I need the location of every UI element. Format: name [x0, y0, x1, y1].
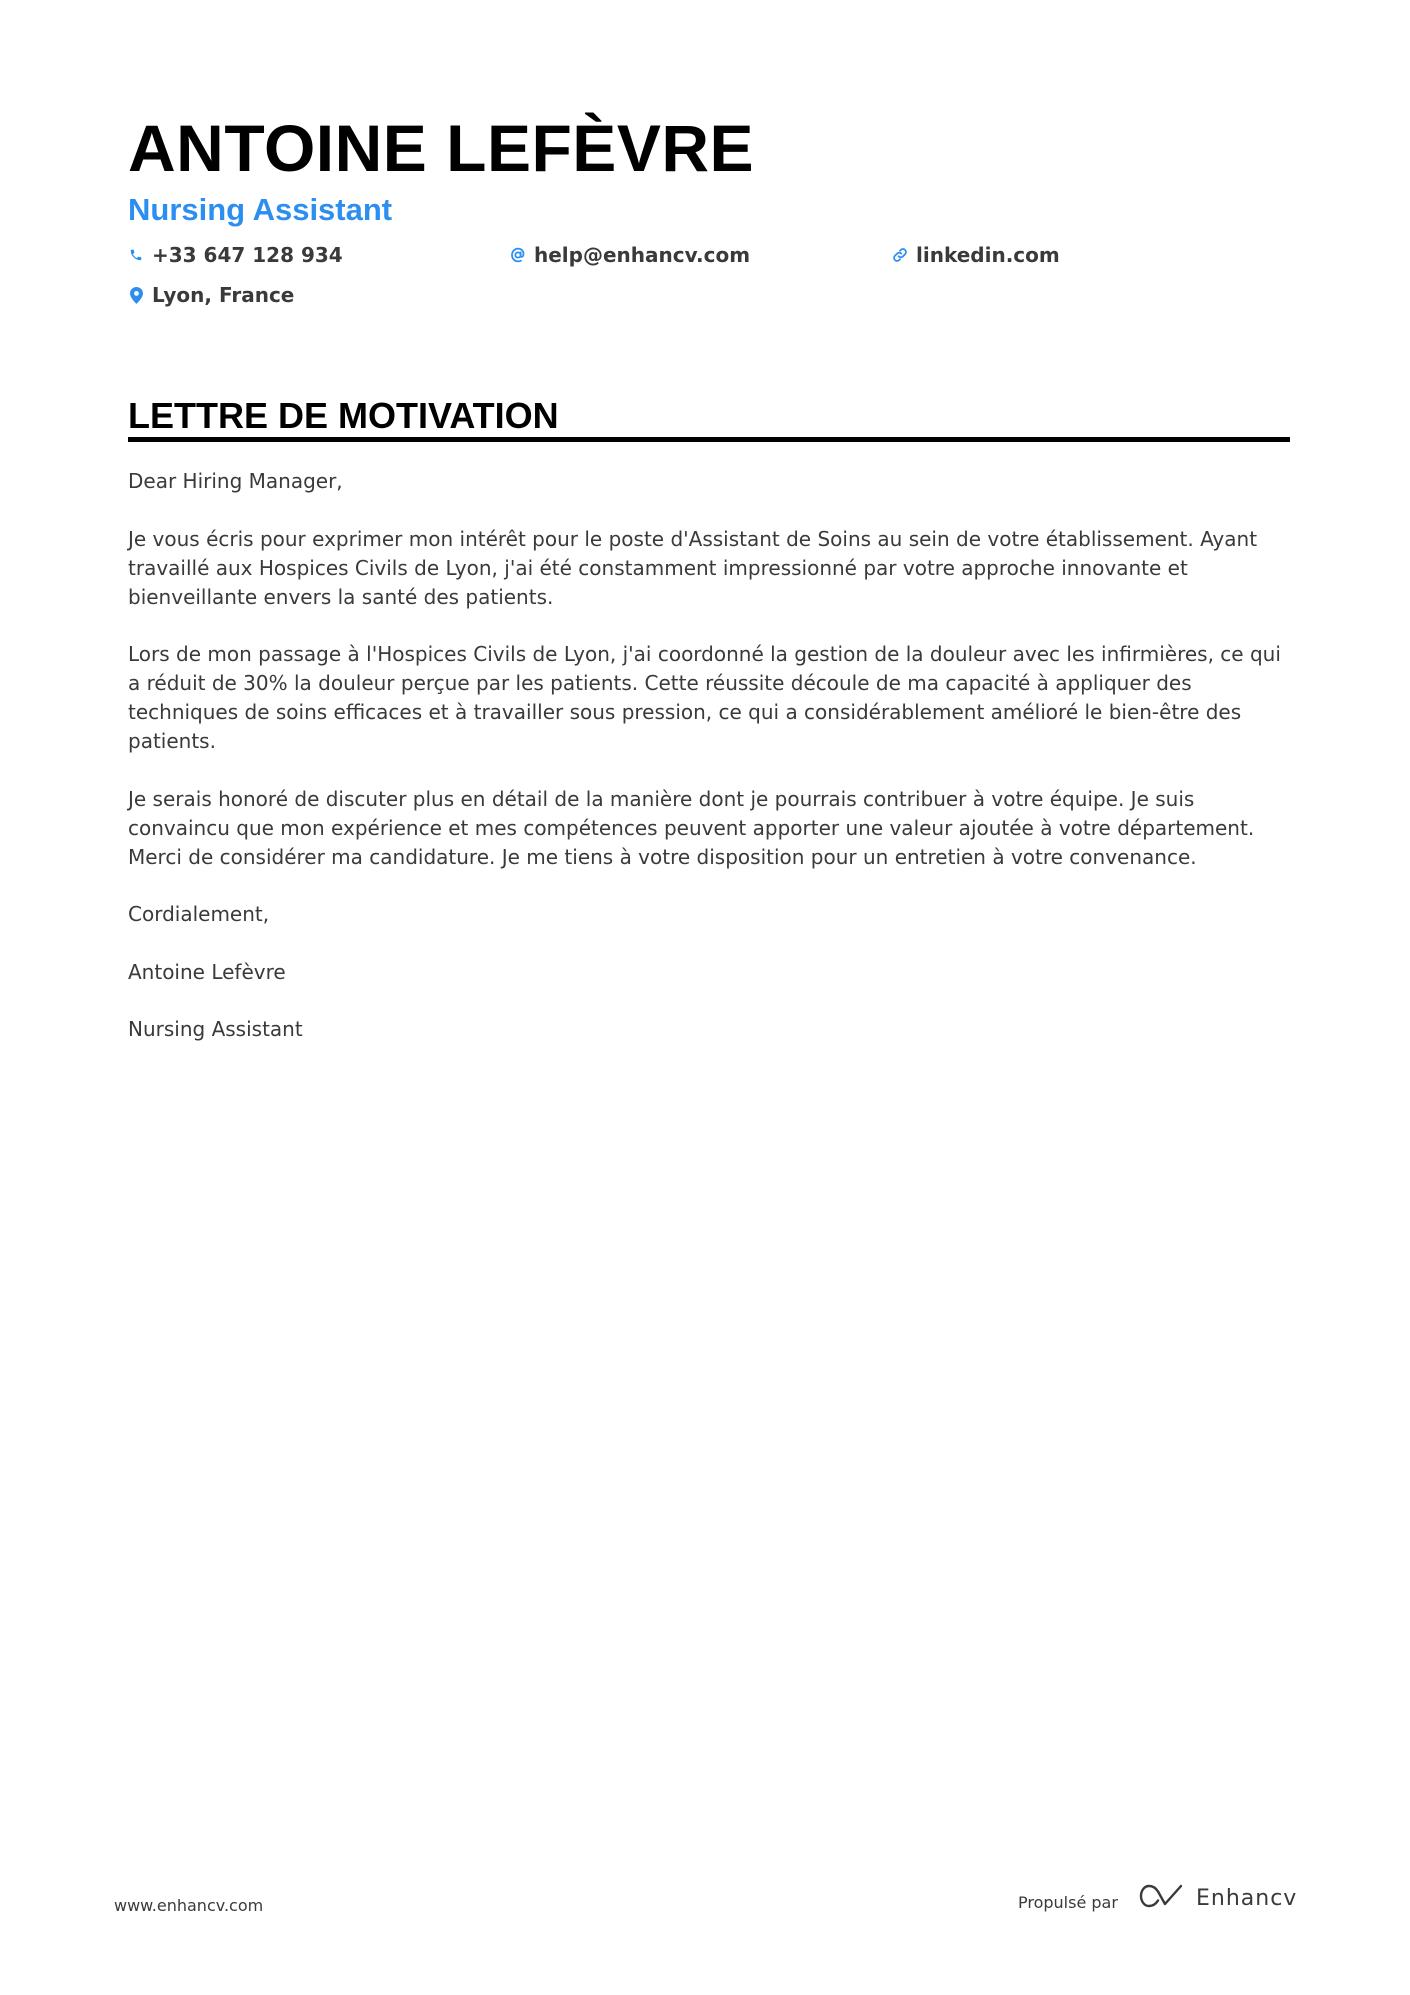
phone-icon: [128, 246, 144, 264]
contact-linkedin[interactable]: [892, 241, 1060, 269]
location-text: Lyon, France: [152, 283, 295, 307]
linkedin-text: linkedin.com: [916, 243, 1060, 267]
brand-name: Enhancv: [1196, 1885, 1298, 1911]
phone-text: +33 647 128 934: [152, 243, 343, 267]
brand-logo[interactable]: [1138, 1883, 1297, 1914]
candidate-role: Nursing Assistant: [128, 192, 393, 227]
letter-body: [128, 467, 1292, 1073]
section-title: LETTRE DE MOTIVATION: [128, 395, 559, 436]
candidate-name: ANTOINE LEFÈVRE: [128, 111, 755, 185]
footer-url[interactable]: www.enhancv.com: [114, 1896, 264, 1915]
location-pin-icon: [128, 286, 144, 304]
signature-name: Antoine Lefèvre: [128, 959, 286, 984]
at-icon: [510, 246, 526, 264]
contact-email[interactable]: [510, 241, 750, 269]
contact-phone[interactable]: [128, 241, 343, 269]
letter-paragraph: Je vous écris pour exprimer mon intérêt pour le poste d'Assistant de Soins au sein de votre établissement. Ayant travaillé aux Hospices Civils de Lyon, j'ai été constamment impressionné par votre approche innovante et bienveillante envers la santé des patients.: [128, 526, 1258, 609]
enhancv-logo-icon: [1138, 1883, 1184, 1914]
letter-greeting: Dear Hiring Manager,: [128, 469, 343, 493]
powered-by-label: Propulsé par: [1018, 1893, 1118, 1912]
contact-location: [128, 281, 294, 309]
signature-role: Nursing Assistant: [128, 1017, 303, 1041]
letter-paragraph: Je serais honoré de discuter plus en détail de la manière dont je pourrais contribuer à votre équipe. Je suis convaincu que mon expérience et mes compétences peuvent apporter une valeur ajoutée à votre département. Merci de considérer ma candidature. Je me tiens à votre disposition pour un entretien à votre convenance.: [128, 786, 1255, 869]
email-text: help@enhancv.com: [534, 243, 751, 267]
letter-paragraph: Lors de mon passage à l'Hospices Civils de Lyon, j'ai coordonné la gestion de la douleur avec les infirmières, ce qui a réduit de 30% la douleur perçue par les patients. Cette réussite découle de ma capacité à appliquer des techniques de soins efficaces et à travailler sous pression, ce qui a considérablement amélioré le bien-être des patients.: [128, 642, 1281, 753]
letter-closing: Cordialement,: [128, 902, 270, 926]
link-icon: [892, 246, 908, 264]
section-divider: [128, 437, 1290, 442]
